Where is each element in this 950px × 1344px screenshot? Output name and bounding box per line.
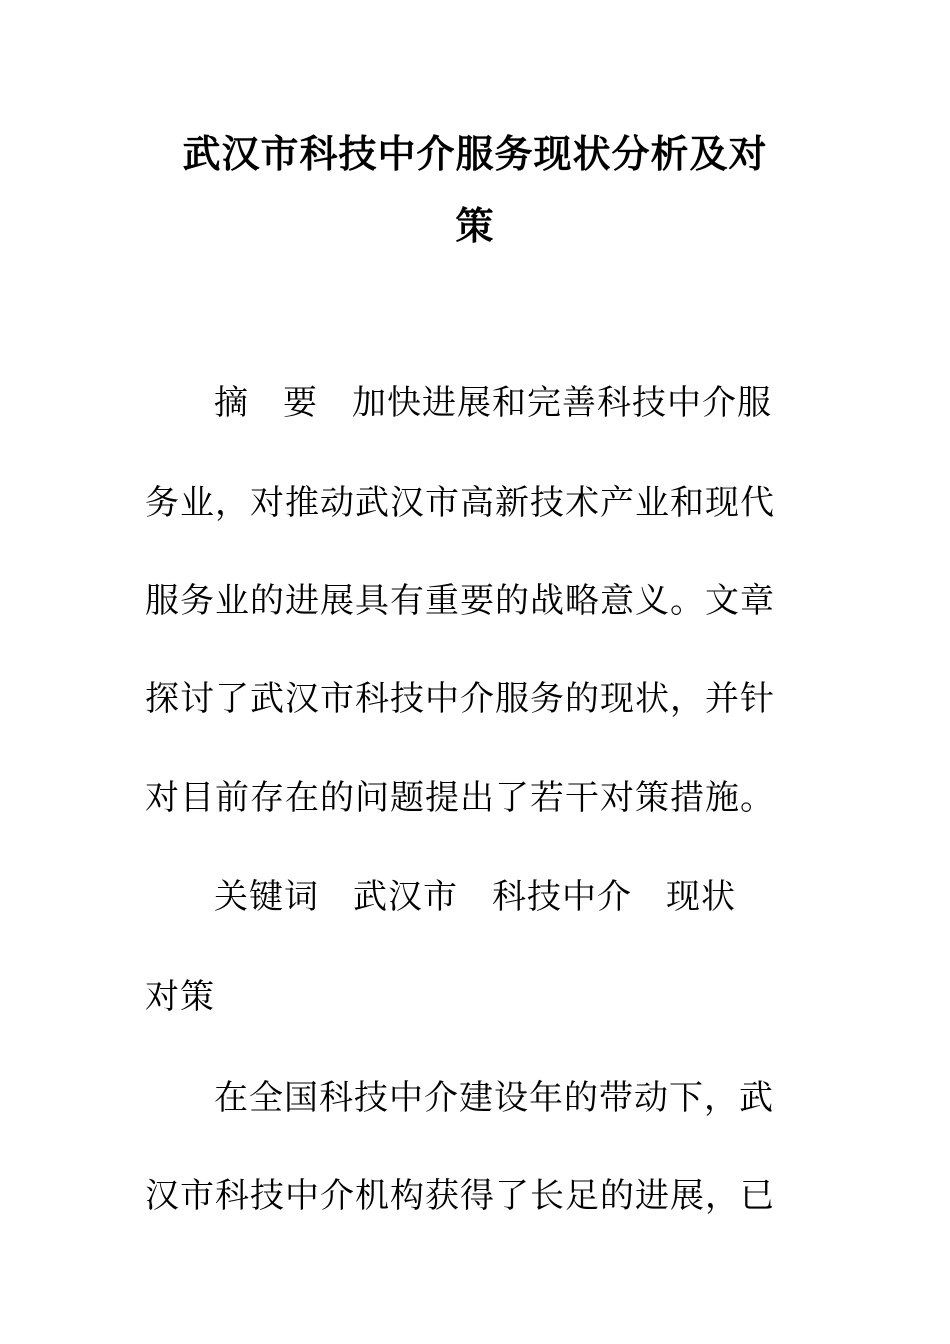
body-line-1: 在全国科技中介建设年的带动下，武 [214, 1078, 774, 1118]
abstract-line-2: 务业，对推动武汉市高新技术产业和现代 [145, 483, 775, 523]
body-line-2: 汉市科技中介机构获得了长足的进展，已 [145, 1176, 775, 1216]
abstract-label-char-1: 摘 [214, 383, 249, 423]
document-title-line-2: 策 [455, 204, 495, 248]
abstract-line-4: 探讨了武汉市科技中介服务的现状，并针 [145, 679, 775, 719]
abstract-label-char-2: 要 [283, 383, 318, 423]
keywords-line-2 [145, 976, 215, 1018]
keywords-line-1 [214, 876, 736, 918]
keyword-item: 科技中介 [492, 877, 632, 917]
abstract-line-1 [214, 382, 772, 424]
keyword-item: 武汉市 [353, 877, 458, 917]
abstract-text: 加快进展和完善科技中介服 [352, 383, 772, 423]
document-title-line-1: 武汉市科技中介服务现状分析及对 [182, 132, 768, 176]
abstract-line-3: 服务业的进展具有重要的战略意义。文章 [145, 581, 775, 621]
abstract-line-5: 对目前存在的问题提出了若干对策措施。 [145, 778, 775, 818]
keyword-item: 现状 [666, 877, 736, 917]
keyword-item: 对策 [145, 977, 215, 1017]
keywords-label: 关键词 [214, 877, 319, 917]
